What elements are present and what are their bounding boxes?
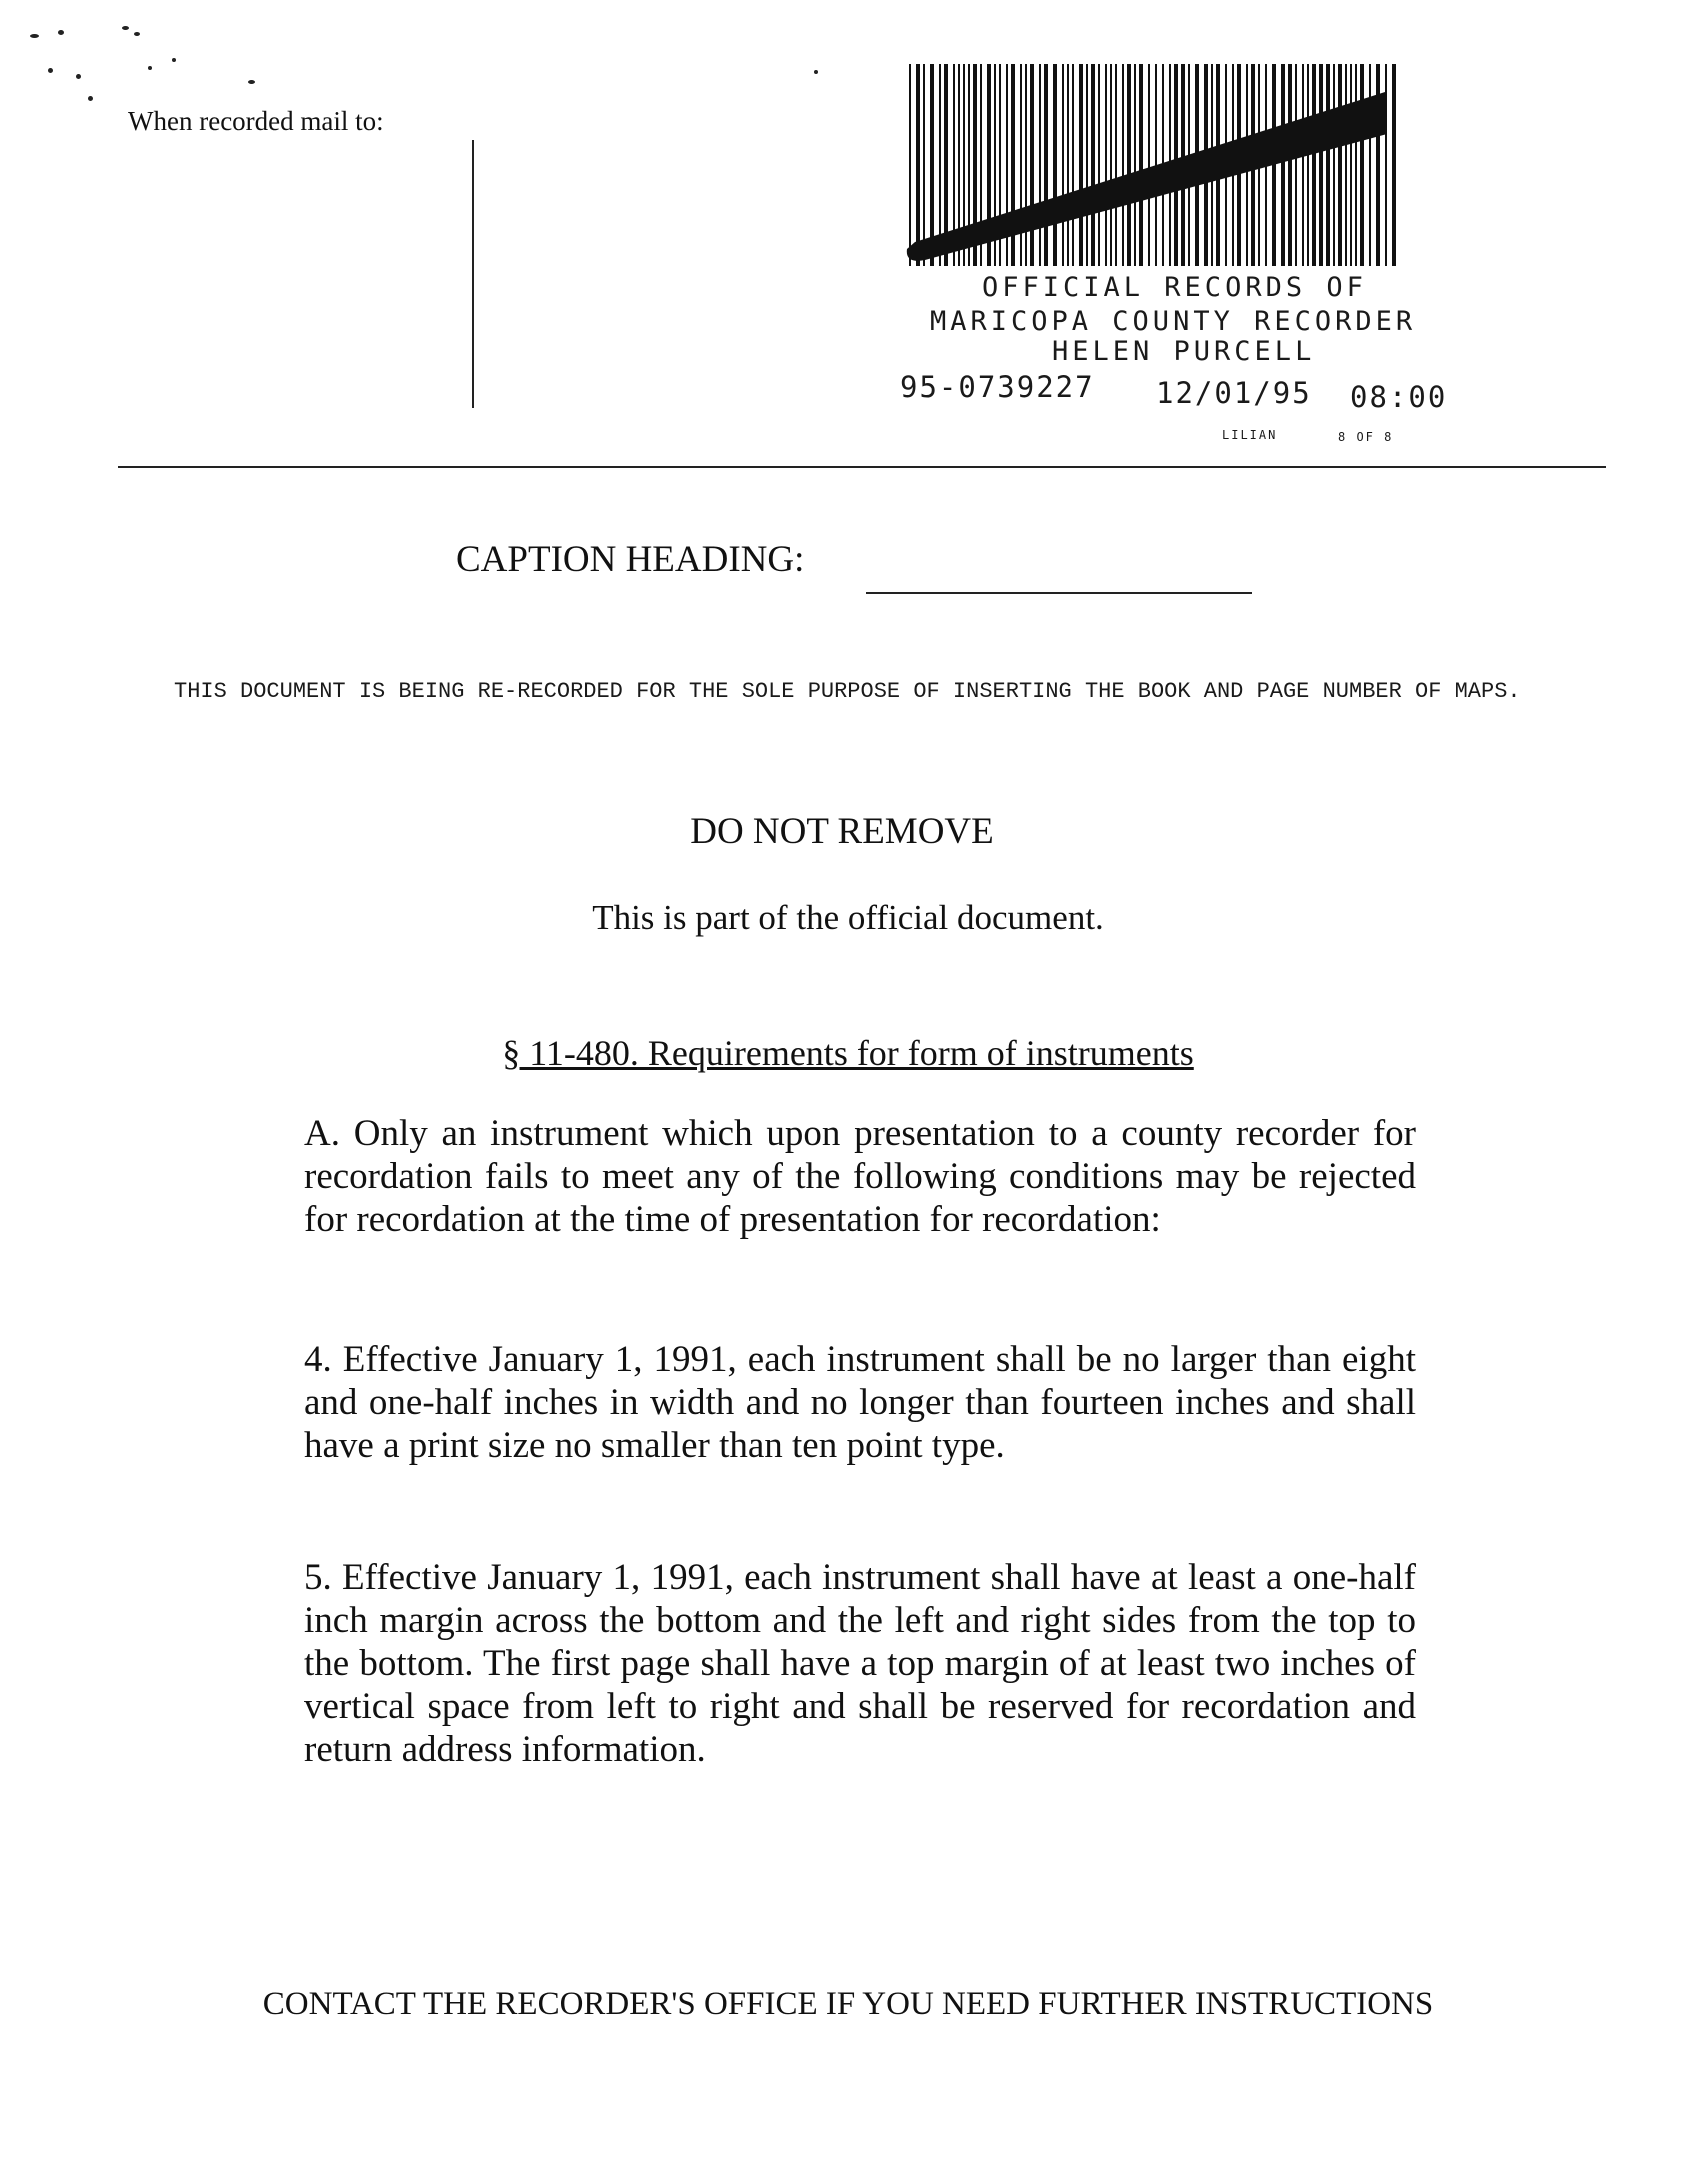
- barcode-bar: [1288, 64, 1292, 266]
- barcode-bar: [1319, 64, 1323, 266]
- stamp-county-line: MARICOPA COUNTY RECORDER: [930, 306, 1417, 337]
- stamp-office-line: OFFICIAL RECORDS OF: [982, 272, 1367, 303]
- barcode-bar: [923, 64, 925, 266]
- recording-clerk: LILIAN: [1222, 428, 1278, 442]
- caption-heading-label: CAPTION HEADING:: [456, 539, 805, 580]
- barcode-bar: [1385, 64, 1387, 266]
- barcode-bar: [1302, 64, 1304, 266]
- barcode-bar: [1067, 64, 1069, 266]
- barcode-bar: [1350, 64, 1352, 266]
- mail-to-label: When recorded mail to:: [128, 106, 384, 136]
- barcode-bar: [1105, 64, 1107, 266]
- contact-instructions: CONTACT THE RECORDER'S OFFICE IF YOU NEED FURTHER INSTRUCTIONS: [262, 1986, 1434, 2022]
- barcode-bar: [1127, 64, 1131, 266]
- barcode-bar: [1281, 64, 1285, 266]
- statute-heading-text: § 11-480. Requirements for form of instruments: [502, 1033, 1194, 1073]
- barcode-bar: [916, 64, 920, 266]
- address-box-divider: [472, 140, 474, 408]
- barcode-bar: [1020, 64, 1022, 266]
- barcode-bar: [909, 64, 911, 266]
- scan-speck: [172, 58, 176, 62]
- barcode-redacted: [905, 64, 1399, 266]
- barcode-bar: [1039, 64, 1041, 266]
- scan-speck: [88, 96, 93, 101]
- barcode-bar: [1360, 64, 1364, 266]
- barcode-bar: [1122, 64, 1124, 266]
- recording-date: 12/01/95: [1156, 376, 1312, 410]
- barcode-bar: [1338, 64, 1342, 266]
- barcode-bar: [1369, 64, 1371, 266]
- scan-speck: [58, 30, 64, 35]
- barcode-bar: [1025, 64, 1027, 266]
- recording-page-count: 8 OF 8: [1338, 430, 1394, 444]
- barcode-bar: [1115, 64, 1117, 266]
- stamp-recorder-name: HELEN PURCELL: [1052, 336, 1316, 367]
- barcode-bar: [1333, 64, 1335, 266]
- statute-paragraph-5: 5. Effective January 1, 1991, each instrument shall have at least a one-half inch margin across the bottom and the left and right sides from the top to the bottom. The first page shall have a top margin of at least two inches of vertical space from left to right and shall be reserved for recordation and return address information.: [304, 1557, 1416, 1770]
- barcode-bar: [1139, 64, 1143, 266]
- barcode-bar: [1072, 64, 1074, 266]
- scan-speck: [30, 34, 39, 38]
- barcode-bar: [930, 64, 934, 266]
- statute-paragraph-4: 4. Effective January 1, 1991, each instrument shall be no larger than eight and one-half inches in width and no longer than fourteen inches and shall have a print size no smaller than ten point type.: [304, 1339, 1416, 1466]
- statute-paragraph-a: A. Only an instrument which upon presentation to a county recorder for recordation fails to meet any of the following conditions may be rejected for recordation at the time of presentation for recordation:: [304, 1113, 1416, 1240]
- scan-speck: [248, 80, 255, 84]
- barcode-bar: [1295, 64, 1297, 266]
- recording-number: 95-0739227: [900, 370, 1095, 404]
- caption-heading-blank: [866, 592, 1252, 594]
- scan-speck: [814, 70, 818, 74]
- barcode-bar: [1312, 64, 1316, 266]
- barcode-bar: [1134, 64, 1136, 266]
- barcode-bar: [1345, 64, 1347, 266]
- official-document-note: This is part of the official document.: [592, 898, 1104, 937]
- barcode-bar: [1392, 64, 1396, 266]
- barcode-bar: [1307, 64, 1309, 266]
- barcode-bar: [1148, 64, 1150, 266]
- scan-speck: [134, 32, 140, 36]
- barcode-bar: [1086, 64, 1088, 266]
- barcode-bar: [1110, 64, 1112, 266]
- recording-time: 08:00: [1350, 380, 1448, 414]
- scan-speck: [122, 26, 129, 30]
- barcode-bar: [1030, 64, 1034, 266]
- barcode-bar: [1326, 64, 1330, 266]
- scan-speck: [48, 68, 53, 73]
- barcode-bar: [1091, 64, 1095, 266]
- statute-heading: [0, 1032, 1696, 1074]
- scan-speck: [148, 66, 152, 70]
- header-divider: [118, 466, 1606, 468]
- barcode-bar: [1053, 64, 1057, 266]
- barcode-bar: [1044, 64, 1048, 266]
- do-not-remove-title: DO NOT REMOVE: [690, 811, 994, 852]
- barcode-bar: [1079, 64, 1083, 266]
- barcode-bar: [1098, 64, 1100, 266]
- scan-speck: [76, 74, 81, 79]
- barcode-bar: [1062, 64, 1064, 266]
- re-record-notice: THIS DOCUMENT IS BEING RE-RECORDED FOR THE SOLE PURPOSE OF INSERTING THE BOOK AND PAGE NUMBER OF MAPS.: [174, 679, 1521, 704]
- barcode-bar: [1355, 64, 1357, 266]
